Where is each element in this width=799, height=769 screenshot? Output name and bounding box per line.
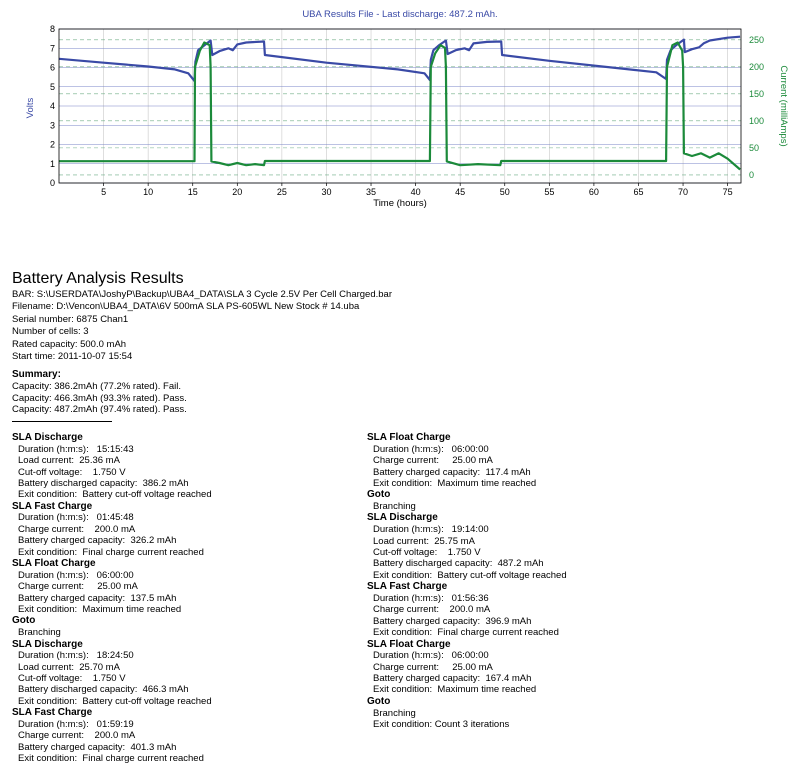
x-tick-label: 30 xyxy=(321,187,332,197)
left-tick-label: 0 xyxy=(49,178,55,188)
right-y-axis xyxy=(749,35,764,180)
analysis-report xyxy=(12,270,792,765)
chart-series xyxy=(59,37,740,170)
steps-column-left xyxy=(12,432,372,765)
step-detail: Charge current: 25.00 mA xyxy=(18,581,138,593)
step-detail: Duration (h:m:s): 15:15:43 xyxy=(18,443,134,455)
volts-line xyxy=(59,37,740,81)
step-detail: Exit condition: Final charge current reached xyxy=(18,546,204,558)
step-detail: Battery discharged capacity: 386.2 mAh xyxy=(18,477,189,489)
right-tick-label: 200 xyxy=(749,61,765,72)
x-tick-label: 15 xyxy=(187,187,198,197)
report-header-line: Serial number: 6875 Chan1 xyxy=(12,313,129,325)
step-detail: Charge current: 25.00 mA xyxy=(373,455,493,467)
right-tick-label: 0 xyxy=(749,169,755,180)
steps-column-right xyxy=(367,432,727,730)
step-detail: Duration (h:m:s): 18:24:50 xyxy=(18,650,134,662)
right-tick-label: 150 xyxy=(749,88,765,99)
step-detail: Battery discharged capacity: 487.2 mAh xyxy=(373,558,544,570)
step-detail: Load current: 25.75 mA xyxy=(373,535,475,547)
step-detail: Charge current: 200.0 mA xyxy=(373,604,491,616)
report-header xyxy=(12,289,792,362)
left-tick-label: 2 xyxy=(49,139,55,150)
step-detail: Branching xyxy=(18,627,61,639)
right-tick-label: 100 xyxy=(749,115,765,126)
step-detail: Exit condition: Count 3 iterations xyxy=(373,718,510,730)
step-detail: Cut-off voltage: 1.750 V xyxy=(373,546,481,558)
left-tick-label: 8 xyxy=(49,24,55,34)
left-tick-label: 1 xyxy=(49,158,55,169)
x-tick-label: 75 xyxy=(722,187,733,197)
x-tick-label: 10 xyxy=(143,187,154,197)
step-detail: Battery charged capacity: 326.2 mAh xyxy=(18,535,177,547)
summary-line: Capacity: 466.3mAh (93.3% rated). Pass. xyxy=(12,392,187,404)
summary-list xyxy=(12,381,792,415)
step-detail: Duration (h:m:s): 01:45:48 xyxy=(18,512,134,524)
step-title: SLA Float Charge xyxy=(367,432,451,443)
left-tick-label: 7 xyxy=(49,43,55,54)
step-detail: Load current: 25.70 mA xyxy=(18,661,120,673)
step-detail: Duration (h:m:s): 19:14:00 xyxy=(373,524,489,536)
summary-line: Capacity: 386.2mAh (77.2% rated). Fail. xyxy=(12,381,181,393)
report-header-line: Number of cells: 3 xyxy=(12,326,89,338)
x-tick-label: 60 xyxy=(588,187,599,197)
x-axis xyxy=(101,183,733,197)
step-detail: Duration (h:m:s): 06:00:00 xyxy=(373,443,489,455)
step-title: SLA Discharge xyxy=(367,512,438,524)
step-detail: Battery charged capacity: 396.9 mAh xyxy=(373,615,532,627)
x-tick-label: 55 xyxy=(544,187,555,197)
step-title: Goto xyxy=(12,615,36,627)
step-title: SLA Fast Charge xyxy=(12,500,93,512)
report-header-line: Rated capacity: 500.0 mAh xyxy=(12,338,127,350)
step-detail: Exit condition: Battery cut-off voltage reached xyxy=(18,695,212,707)
step-detail: Battery charged capacity: 137.5 mAh xyxy=(18,592,177,604)
x-tick-label: 25 xyxy=(276,187,287,197)
report-title: Battery Analysis Results xyxy=(12,270,184,287)
step-detail: Branching xyxy=(373,501,416,513)
report-header-line: BAR: S:\USERDATA\JoshyP\Backup\UBA4_DATA\SLA 3 Cycle 2.5V Per Cell Charged.bar xyxy=(12,289,392,300)
step-detail: Cut-off voltage: 1.750 V xyxy=(18,466,126,478)
step-detail: Battery charged capacity: 117.4 mAh xyxy=(373,466,531,478)
step-detail: Exit condition: Maximum time reached xyxy=(373,477,537,489)
step-detail: Exit condition: Battery cut-off voltage reached xyxy=(18,489,212,501)
results-chart xyxy=(0,0,799,215)
step-detail: Exit condition: Final charge current reached xyxy=(373,627,559,639)
left-tick-label: 3 xyxy=(49,120,55,131)
step-detail: Exit condition: Battery cut-off voltage reached xyxy=(373,569,567,581)
step-title: SLA Float Charge xyxy=(367,638,451,650)
right-axis-label: Current (milliAmps) xyxy=(778,65,789,147)
report-header-line: Filename: D:\Vencon\UBA4_DATA\6V 500mA SLA PS-605WL New Stock # 14.uba xyxy=(12,301,360,313)
left-tick-label: 5 xyxy=(49,81,55,92)
summary-divider xyxy=(12,421,112,422)
step-detail: Exit condition: Final charge current reached xyxy=(18,753,204,765)
step-detail: Load current: 25.36 mA xyxy=(18,455,120,467)
step-title: Goto xyxy=(367,695,391,707)
step-detail: Charge current: 200.0 mA xyxy=(18,730,136,742)
chart-title: UBA Results File - Last discharge: 487.2 mAh. xyxy=(302,9,498,20)
summary-line: Capacity: 487.2mAh (97.4% rated). Pass. xyxy=(12,404,187,416)
summary-title: Summary: xyxy=(12,369,61,381)
x-tick-label: 45 xyxy=(455,187,466,197)
x-axis-label: Time (hours) xyxy=(373,198,427,209)
step-detail: Duration (h:m:s): 01:56:36 xyxy=(373,592,489,604)
x-tick-label: 70 xyxy=(678,187,689,197)
step-detail: Duration (h:m:s): 06:00:00 xyxy=(18,569,134,581)
x-tick-label: 35 xyxy=(366,187,377,197)
left-y-axis xyxy=(50,24,55,188)
x-tick-label: 5 xyxy=(101,187,107,197)
x-tick-label: 40 xyxy=(410,187,421,197)
step-title: SLA Discharge xyxy=(12,432,83,443)
x-tick-label: 50 xyxy=(499,187,510,197)
step-detail: Charge current: 200.0 mA xyxy=(18,523,136,535)
left-tick-label: 4 xyxy=(49,101,55,111)
step-title: SLA Float Charge xyxy=(12,558,96,570)
step-title: SLA Fast Charge xyxy=(367,581,448,593)
right-tick-label: 250 xyxy=(749,34,765,45)
step-detail: Duration (h:m:s): 06:00:00 xyxy=(373,650,489,662)
left-tick-label: 6 xyxy=(49,62,55,73)
step-title: Goto xyxy=(367,489,391,501)
step-detail: Exit condition: Maximum time reached xyxy=(373,684,537,696)
step-title: SLA Fast Charge xyxy=(12,707,93,719)
right-tick-label: 50 xyxy=(749,142,760,153)
step-detail: Exit condition: Maximum time reached xyxy=(18,603,182,615)
step-detail: Cut-off voltage: 1.750 V xyxy=(18,673,126,685)
step-title: SLA Discharge xyxy=(12,638,83,650)
step-detail: Branching xyxy=(373,707,416,719)
step-detail: Battery discharged capacity: 466.3 mAh xyxy=(18,684,189,696)
step-detail: Charge current: 25.00 mA xyxy=(373,661,493,673)
step-detail: Battery charged capacity: 167.4 mAh xyxy=(373,673,532,685)
x-tick-label: 65 xyxy=(633,187,644,197)
x-tick-label: 20 xyxy=(232,187,243,197)
step-detail: Duration (h:m:s): 01:59:19 xyxy=(18,718,134,730)
step-detail: Battery charged capacity: 401.3 mAh xyxy=(18,741,177,753)
report-header-line: Start time: 2011-10-07 15:54 xyxy=(12,351,133,363)
left-axis-label: Volts xyxy=(25,97,36,119)
